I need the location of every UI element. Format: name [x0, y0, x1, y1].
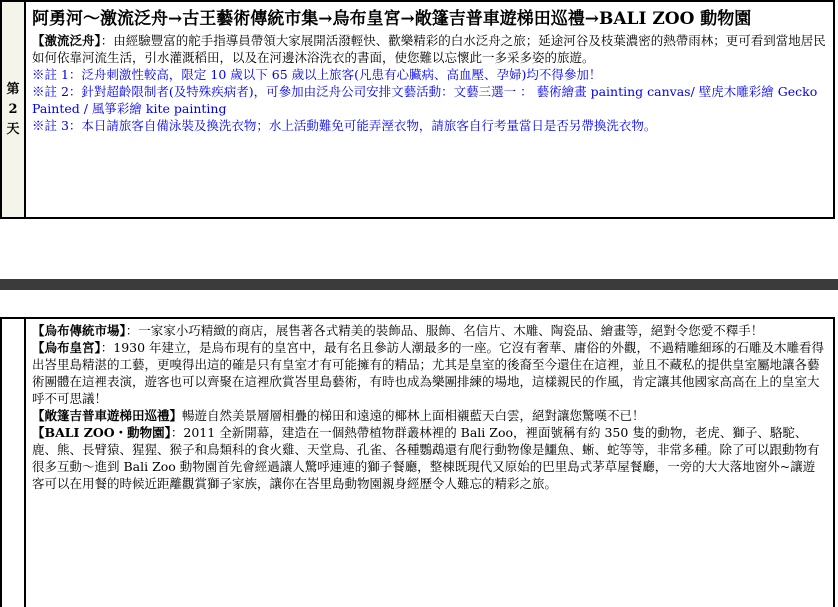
- rafting-text: ：由經驗豐富的舵手指導員帶領大家展開活潑輕快、歡樂精彩的白水泛舟之旅；延途河谷及枝葉濃密的熱帶雨林；更可看到當地居民如何依靠河流生活，引水灌溉稻田，以及在河邊沐浴洗衣的書面，使您難以忘懷此一多采多姿的旅遊。: [32, 33, 826, 65]
- day-2-continued-table: [0, 317, 835, 607]
- day-label-cell: [2, 2, 26, 217]
- note-2: ※註 2：針對超齡限制者(及特殊疾病者)，可參加由泛舟公司安排文藝活動：文藝三選一 ： 藝術繪畫 painting canvas/ 壁虎木雕彩繪 Gecko Painted / 風箏彩繪 kite painting: [32, 84, 818, 116]
- palace-label: 【烏布皇宮】: [32, 340, 101, 355]
- itinerary-title: 阿勇河～激流泛舟→古王藝術傳統市集→烏布皇宮→敞篷吉普車遊梯田巡禮→BALI ZOO 動物園: [32, 9, 752, 29]
- day-content: [26, 2, 833, 217]
- day-number: 2: [8, 101, 18, 117]
- zoo-text: ：2011 全新開幕，建造在一個熱帶植物群叢林裡的 Bali Zoo，裡面號稱有約 350 隻的動物，老虎、獅子、駱駝、鹿、熊、長臂猿、猩猩、猴子和鳥類科的食火雞、天堂鳥、孔雀、各種鸚鵡還有爬行動物像是鱷魚、蜥、蛇等等，非常多種。除了可以跟動物有很多互動～進到 Bali Zoo 動物園首先會經過讓人驚呼連連的獅子餐廳，整棟既現代又原始的巴里島式茅草屋餐廳，一旁的大大落地窗外~讓遊客可以在用餐的時候近距離觀賞獅子家族，讓你在峇里島動物園親身經歷令人難忘的精彩之旅。: [32, 425, 820, 491]
- day-2-itinerary-table: [0, 0, 835, 219]
- page-divider-bar: [0, 279, 838, 290]
- jeep-text: 暢遊自然美景層層相疊的梯田和遠遠的椰林上面相襯藍天白雲，絕對讓您驚嘆不已！: [182, 408, 645, 423]
- zoo-paragraph: [32, 424, 827, 492]
- palace-paragraph: [32, 339, 827, 407]
- market-paragraph: [32, 322, 827, 339]
- note-1: ※註 1：泛舟刺激性較高，限定 10 歲以下 65 歲以上旅客(凡患有心臟病、高血壓、孕婦)均不得參加！: [32, 67, 602, 82]
- day-char-di: 第: [6, 81, 20, 97]
- rafting-label: 【激流泛舟】: [32, 33, 101, 48]
- rafting-paragraph: [32, 32, 827, 66]
- market-label: 【烏布傳統市場】: [32, 323, 126, 338]
- note-3: ※註 3：本日請旅客自備泳裝及換洗衣物；水上活動難免可能弄溼衣物，請旅客自行考量當日是否另帶換洗衣物。: [32, 118, 657, 133]
- zoo-label: 【BALI ZOO・動物園】: [32, 425, 171, 440]
- day-label-cell-empty: [2, 319, 26, 607]
- day-char-tian: 天: [6, 121, 20, 137]
- jeep-label: 【敞篷吉普車遊梯田巡禮】: [32, 408, 183, 423]
- palace-text: ：1930 年建立，是烏布現有的皇宮中，最有名且參訪人潮最多的一座。它沒有奢華、庸俗的外觀，不過精雕細琢的石雕及木雕看得出峇里島精湛的工藝，更嗅得出這的確是只有皇室才有可能擁有的精品；尤其是皇室的後裔至今還住在這裡，並且不藏私的提供皇室屬地讓各藝術團體在這裡表演，遊客也可以齊聚在這裡欣賞峇里島藝術，有時也成為樂團排練的場地，這樣親民的作風，肯定讓其他國家高高在上的皇室大呼不可思議！: [32, 340, 825, 406]
- day-content-continued: [26, 319, 833, 607]
- market-text: ：一家家小巧精緻的商店，展售著各式精美的裝飾品、服飾、名信片、木雕、陶瓷品、繪畫等，絕對令您愛不釋手！: [125, 323, 764, 338]
- jeep-paragraph: [32, 407, 827, 424]
